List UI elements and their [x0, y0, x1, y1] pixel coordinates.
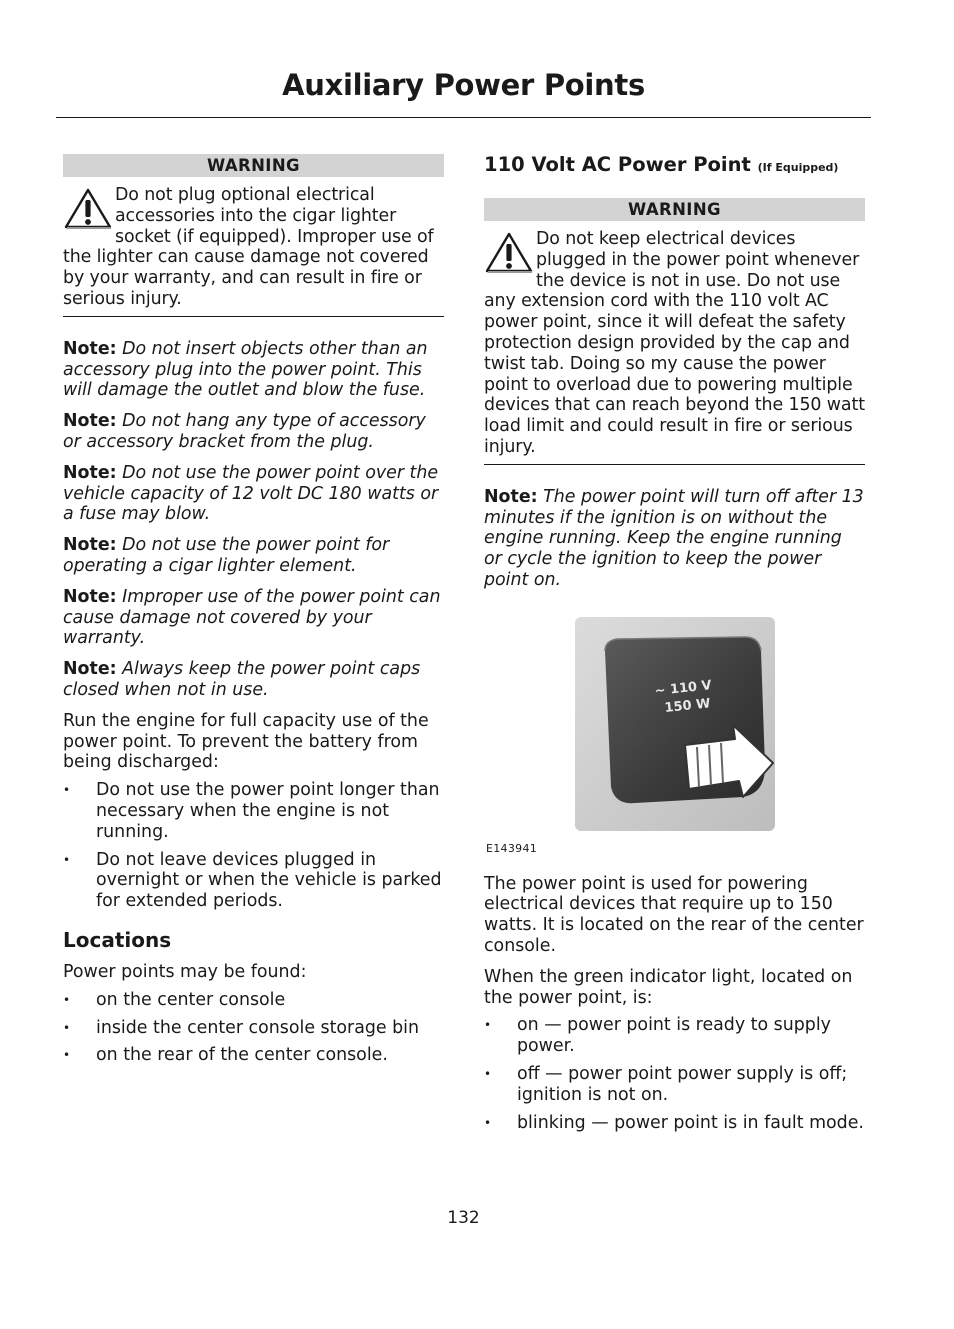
power-point-illustration — [575, 617, 775, 831]
list-item: • Do not leave devices plugged in overnight or when the vehicle is parked for extended periods. — [63, 850, 444, 912]
list-item: • inside the center console storage bin — [63, 1018, 444, 1039]
run-engine-paragraph: Run the engine for full capacity use of the power point. To prevent the battery from being discharged: — [63, 710, 429, 773]
list-item: • off — power point power supply is off; ignition is not on. — [484, 1064, 865, 1106]
note-2: Note: Do not hang any type of accessory or accessory bracket from the plug. — [63, 411, 426, 452]
note-4: Note: Do not use the power point for operating a cigar lighter element. — [63, 535, 390, 576]
locations-heading: Locations — [63, 927, 172, 952]
power-point-figure — [575, 617, 775, 831]
list-item: • Do not use the power point longer than necessary when the engine is not running. — [63, 780, 444, 842]
voltage-label: ~ 110 V — [653, 677, 712, 699]
right-column — [484, 154, 865, 1133]
note-5: Note: Improper use of the power point can cause damage not covered by your warranty. — [63, 586, 441, 649]
note-ignition: Note: The power point will turn off after 13 minutes if the ignition is on without the engine running. Keep the engine running or cycle the ignition to keep the power point on. — [484, 486, 864, 590]
warning-text: Do not plug optional electrical accessories into the cigar lighter socket (if equipped). Improper use of the lighter can cause damage not covered by your warranty, and can result in fire or serious injury. — [63, 185, 434, 309]
note-1: Note: Do not insert objects other than an accessory plug into the power point. This will damage the outlet and blow the fuse. — [63, 338, 428, 401]
list-item: • on the rear of the center console. — [63, 1045, 444, 1066]
warning-box — [63, 185, 444, 310]
warning-header: WARNING — [63, 154, 444, 177]
warning-header: WARNING — [484, 198, 865, 221]
warning-box — [484, 229, 865, 458]
indicator-list — [484, 1015, 865, 1133]
note-6: Note: Always keep the power point caps closed when not in use. — [63, 659, 421, 700]
indicator-intro: When the green indicator light, located on the power point, is: — [484, 966, 853, 1008]
warning-triangle-icon — [63, 187, 113, 231]
run-engine-list — [63, 780, 444, 912]
list-item: • on the center console — [63, 990, 444, 1011]
page-title: Auxiliary Power Points — [282, 68, 645, 102]
note-3: Note: Do not use the power point over the vehicle capacity of 12 volt DC 180 watts or a fuse may blow. — [63, 462, 439, 525]
figure-code: E143941 — [486, 841, 538, 855]
title-divider — [56, 117, 871, 118]
list-item: • on — power point is ready to supply power. — [484, 1015, 865, 1057]
wattage-label: 150 W — [663, 696, 711, 716]
locations-list — [63, 990, 444, 1066]
if-equipped-label: (If Equipped) — [757, 161, 839, 174]
list-item: • blinking — power point is in fault mode. — [484, 1113, 865, 1134]
section-heading: 110 Volt AC Power Point (If Equipped) — [484, 153, 839, 176]
locations-intro: Power points may be found: — [63, 961, 307, 982]
power-point-description: The power point is used for powering electrical devices that require up to 150 watts. It is located on the rear of the center console. — [484, 873, 864, 956]
page-number: 132 — [447, 1208, 480, 1228]
left-column — [63, 154, 444, 1066]
warning-text: Do not keep electrical devices plugged in the power point whenever the device is not in use. Do not use any extension cord with the 110 volt AC power point, since it will defeat the safety protection design provided by the cap and twist tab. Doing so my cause the power point to overload due to powering multiple devices that can reach beyond the 150 watt load limit and could result in fire or serious injury. — [484, 229, 865, 457]
warning-triangle-icon — [484, 231, 534, 275]
